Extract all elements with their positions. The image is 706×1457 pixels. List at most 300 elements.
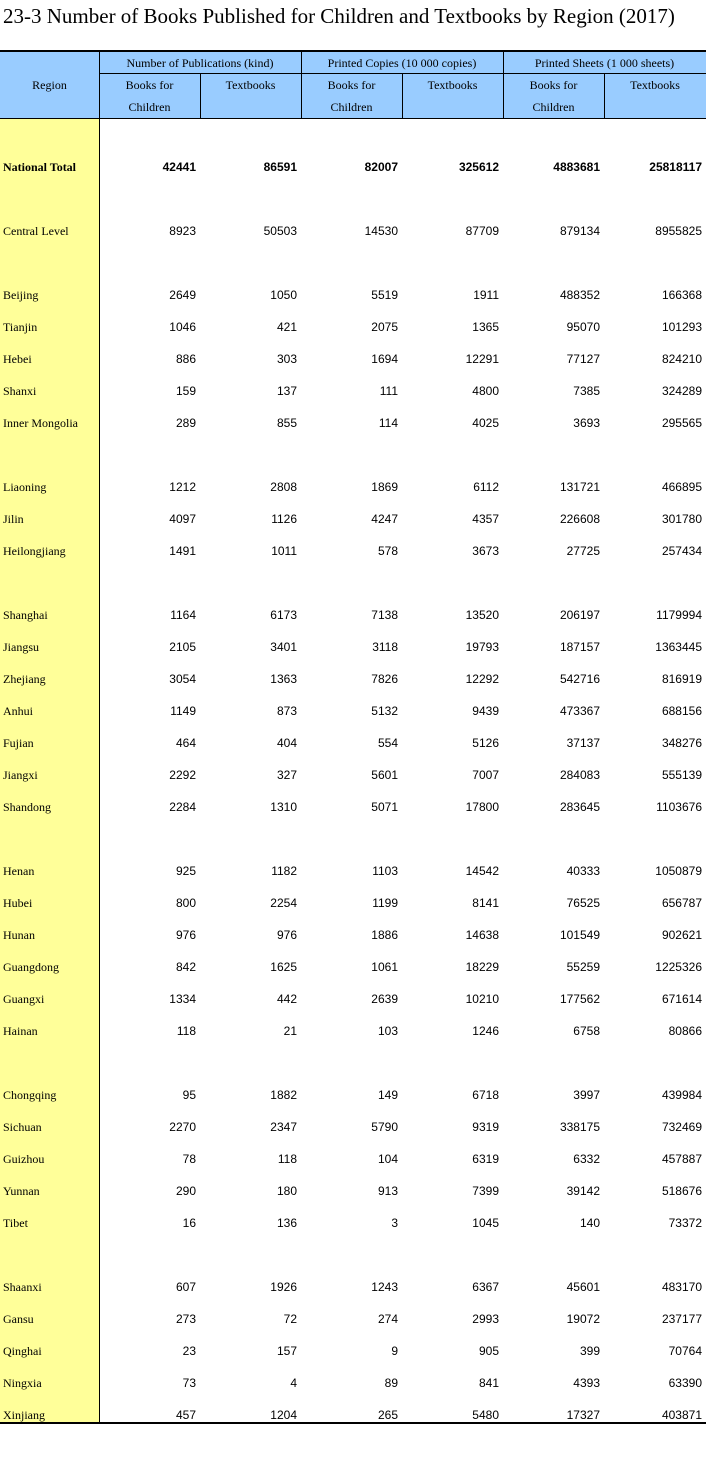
value-cell bbox=[503, 1239, 604, 1271]
table-row bbox=[0, 1335, 706, 1367]
value-cell: 1334 bbox=[169, 992, 196, 1006]
value-cell: 23 bbox=[182, 1344, 196, 1358]
value-cell: 4247 bbox=[371, 512, 398, 526]
value-cell: 45601 bbox=[566, 1280, 600, 1294]
header-divider bbox=[604, 74, 605, 119]
table-row bbox=[0, 951, 706, 983]
value-cell bbox=[301, 247, 402, 279]
value-cell bbox=[604, 183, 706, 215]
value-cell: 5790 bbox=[371, 1120, 398, 1134]
spacer-row bbox=[0, 567, 706, 599]
value-cell: 16 bbox=[182, 1216, 196, 1230]
region-name bbox=[0, 119, 99, 151]
value-cell: 2639 bbox=[371, 992, 398, 1006]
value-cell: 2292 bbox=[169, 768, 196, 782]
region-name: Tibet bbox=[3, 1215, 28, 1230]
value-cell: 671614 bbox=[661, 992, 702, 1006]
value-cell bbox=[301, 183, 402, 215]
value-cell bbox=[301, 119, 402, 151]
value-cell: 873 bbox=[276, 704, 297, 718]
value-cell: 688156 bbox=[661, 704, 702, 718]
value-cell: 1926 bbox=[270, 1280, 297, 1294]
value-cell bbox=[200, 439, 301, 471]
value-cell: 19072 bbox=[566, 1312, 600, 1326]
value-cell bbox=[99, 183, 200, 215]
value-cell: 78 bbox=[182, 1152, 196, 1166]
spacer-row bbox=[0, 1239, 706, 1271]
value-cell: 63390 bbox=[668, 1376, 702, 1390]
value-cell bbox=[503, 823, 604, 855]
region-name: Hunan bbox=[3, 927, 35, 942]
value-cell: 1694 bbox=[371, 352, 398, 366]
value-cell: 9439 bbox=[472, 704, 499, 718]
data-table bbox=[0, 119, 706, 1431]
table-row bbox=[0, 503, 706, 535]
value-cell: 3693 bbox=[573, 416, 600, 430]
value-cell bbox=[503, 567, 604, 599]
value-cell: 4393 bbox=[573, 1376, 600, 1390]
value-cell: 3401 bbox=[270, 640, 297, 654]
value-cell: 7007 bbox=[472, 768, 499, 782]
value-cell bbox=[503, 247, 604, 279]
value-cell: 1365 bbox=[472, 320, 499, 334]
value-cell bbox=[301, 823, 402, 855]
value-cell: 1045 bbox=[472, 1216, 499, 1230]
region-name: Liaoning bbox=[3, 479, 47, 494]
value-cell: 399 bbox=[579, 1344, 600, 1358]
value-cell: 1164 bbox=[170, 608, 196, 622]
table-row bbox=[0, 1367, 706, 1399]
value-cell: 732469 bbox=[661, 1120, 702, 1134]
value-cell bbox=[99, 247, 200, 279]
value-cell: 1363445 bbox=[655, 640, 702, 654]
region-name: Qinghai bbox=[3, 1343, 42, 1358]
top-rule bbox=[0, 50, 706, 52]
value-cell: 137 bbox=[276, 384, 297, 398]
value-cell: 283645 bbox=[559, 800, 600, 814]
table-row bbox=[0, 1207, 706, 1239]
value-cell bbox=[402, 183, 503, 215]
value-cell: 5601 bbox=[371, 768, 398, 782]
table-row bbox=[0, 1015, 706, 1047]
value-cell: 237177 bbox=[661, 1312, 702, 1326]
header-textbooks-publications: Textbooks bbox=[225, 78, 276, 92]
header-divider bbox=[503, 51, 504, 119]
spacer-row bbox=[0, 1047, 706, 1079]
header-children-line2: Children bbox=[532, 100, 575, 114]
value-cell: 13520 bbox=[465, 608, 499, 622]
value-cell: 976 bbox=[175, 928, 196, 942]
value-cell bbox=[503, 1047, 604, 1079]
table-body bbox=[0, 119, 706, 1431]
table-row bbox=[0, 343, 706, 375]
value-cell: 159 bbox=[175, 384, 196, 398]
value-cell: 464 bbox=[175, 736, 196, 750]
value-cell bbox=[604, 247, 706, 279]
value-cell: 8141 bbox=[472, 896, 499, 910]
value-cell bbox=[200, 183, 301, 215]
value-cell: 226608 bbox=[559, 512, 600, 526]
value-cell: 1103 bbox=[372, 864, 398, 878]
region-name bbox=[0, 1239, 99, 1271]
header-children-line1: Books for bbox=[125, 78, 174, 92]
value-cell: 1046 bbox=[169, 320, 196, 334]
value-cell: 2649 bbox=[169, 288, 196, 302]
value-cell: 82007 bbox=[364, 160, 398, 174]
value-cell: 457 bbox=[175, 1408, 196, 1422]
value-cell: 111 bbox=[379, 384, 398, 398]
value-cell: 118 bbox=[277, 1152, 297, 1166]
value-cell: 42441 bbox=[162, 160, 196, 174]
value-cell: 25818117 bbox=[649, 160, 702, 174]
value-cell: 7399 bbox=[472, 1184, 499, 1198]
value-cell bbox=[200, 247, 301, 279]
value-cell: 488352 bbox=[559, 288, 600, 302]
value-cell: 348276 bbox=[661, 736, 702, 750]
value-cell: 5519 bbox=[371, 288, 398, 302]
value-cell: 73 bbox=[182, 1376, 196, 1390]
value-cell bbox=[503, 183, 604, 215]
value-cell: 1126 bbox=[271, 512, 297, 526]
value-cell: 80866 bbox=[668, 1024, 702, 1038]
value-cell bbox=[604, 119, 706, 151]
value-cell: 578 bbox=[377, 544, 398, 558]
value-cell: 800 bbox=[175, 896, 196, 910]
spacer-row bbox=[0, 439, 706, 471]
value-cell: 2105 bbox=[169, 640, 196, 654]
table-row bbox=[0, 759, 706, 791]
value-cell: 101293 bbox=[661, 320, 702, 334]
value-cell: 5126 bbox=[472, 736, 499, 750]
value-cell: 7138 bbox=[371, 608, 398, 622]
value-cell: 73372 bbox=[668, 1216, 702, 1230]
region-name: Sichuan bbox=[3, 1119, 42, 1134]
value-cell: 555139 bbox=[661, 768, 702, 782]
value-cell: 166368 bbox=[661, 288, 702, 302]
value-cell: 89 bbox=[384, 1376, 398, 1390]
header-children-line1: Books for bbox=[529, 78, 578, 92]
value-cell: 841 bbox=[478, 1376, 499, 1390]
value-cell: 6173 bbox=[270, 608, 297, 622]
value-cell: 104 bbox=[377, 1152, 398, 1166]
value-cell: 9319 bbox=[472, 1120, 499, 1134]
value-cell: 5132 bbox=[371, 704, 398, 718]
value-cell bbox=[200, 1047, 301, 1079]
value-cell: 1199 bbox=[372, 896, 398, 910]
region-name: Central Level bbox=[3, 223, 69, 238]
value-cell: 18229 bbox=[465, 960, 499, 974]
header-children-line2: Children bbox=[128, 100, 171, 114]
value-cell bbox=[301, 567, 402, 599]
value-cell: 101549 bbox=[559, 928, 600, 942]
value-cell: 2254 bbox=[270, 896, 297, 910]
value-cell: 1911 bbox=[473, 288, 499, 302]
value-cell: 1625 bbox=[270, 960, 297, 974]
header-region: Region bbox=[32, 78, 67, 92]
table-row bbox=[0, 631, 706, 663]
region-name bbox=[0, 1047, 99, 1079]
table-row bbox=[0, 215, 706, 247]
value-cell bbox=[402, 439, 503, 471]
region-name: Guizhou bbox=[3, 1151, 45, 1166]
table-row bbox=[0, 919, 706, 951]
value-cell: 338175 bbox=[559, 1120, 600, 1134]
value-cell: 1886 bbox=[371, 928, 398, 942]
value-cell: 140 bbox=[579, 1216, 600, 1230]
region-name: Henan bbox=[3, 863, 35, 878]
region-name bbox=[0, 823, 99, 855]
value-cell: 14638 bbox=[465, 928, 499, 942]
value-cell: 6367 bbox=[472, 1280, 499, 1294]
value-cell: 289 bbox=[175, 416, 196, 430]
value-cell: 3054 bbox=[169, 672, 196, 686]
value-cell: 177562 bbox=[559, 992, 600, 1006]
value-cell: 40333 bbox=[566, 864, 600, 878]
value-cell: 103 bbox=[377, 1024, 398, 1038]
value-cell: 1212 bbox=[169, 480, 196, 494]
value-cell: 6332 bbox=[573, 1152, 600, 1166]
value-cell: 2993 bbox=[472, 1312, 499, 1326]
table-row bbox=[0, 375, 706, 407]
table-row bbox=[0, 1303, 706, 1335]
value-cell: 118 bbox=[176, 1024, 196, 1038]
value-cell: 886 bbox=[175, 352, 196, 366]
value-cell: 136 bbox=[276, 1216, 297, 1230]
value-cell: 206197 bbox=[559, 608, 600, 622]
value-cell bbox=[200, 119, 301, 151]
value-cell: 913 bbox=[377, 1184, 398, 1198]
header-divider bbox=[200, 74, 201, 119]
table-row bbox=[0, 695, 706, 727]
region-name: Anhui bbox=[3, 703, 33, 718]
value-cell: 157 bbox=[276, 1344, 297, 1358]
value-cell: 6112 bbox=[473, 480, 499, 494]
spacer-row bbox=[0, 823, 706, 855]
region-name: Shaanxi bbox=[3, 1279, 42, 1294]
value-cell: 324289 bbox=[661, 384, 702, 398]
value-cell: 976 bbox=[276, 928, 297, 942]
value-cell: 518676 bbox=[661, 1184, 702, 1198]
table-title: 23-3 Number of Books Published for Children and Textbooks by Region (2017) bbox=[3, 4, 675, 28]
value-cell bbox=[200, 1239, 301, 1271]
value-cell: 87709 bbox=[465, 224, 499, 238]
region-name: Hainan bbox=[3, 1023, 38, 1038]
table-row bbox=[0, 791, 706, 823]
value-cell: 842 bbox=[175, 960, 196, 974]
value-cell: 1050 bbox=[270, 288, 297, 302]
value-cell: 10210 bbox=[465, 992, 499, 1006]
value-cell: 2347 bbox=[270, 1120, 297, 1134]
value-cell: 1182 bbox=[271, 864, 297, 878]
value-cell: 21 bbox=[283, 1024, 297, 1038]
value-cell: 1363 bbox=[270, 672, 297, 686]
value-cell: 1869 bbox=[371, 480, 398, 494]
header-children-line1: Books for bbox=[327, 78, 376, 92]
value-cell: 1149 bbox=[170, 704, 196, 718]
value-cell bbox=[301, 1239, 402, 1271]
value-cell bbox=[402, 1239, 503, 1271]
value-cell: 149 bbox=[377, 1088, 398, 1102]
value-cell: 265 bbox=[377, 1408, 398, 1422]
header-children-sheets bbox=[503, 74, 604, 118]
value-cell: 5480 bbox=[472, 1408, 499, 1422]
spacer-row bbox=[0, 183, 706, 215]
region-name bbox=[0, 439, 99, 471]
value-cell: 7826 bbox=[371, 672, 398, 686]
value-cell: 2270 bbox=[169, 1120, 196, 1134]
value-cell: 72 bbox=[283, 1312, 297, 1326]
header-children-publications bbox=[99, 74, 200, 118]
region-name: Shandong bbox=[3, 799, 51, 814]
value-cell: 86591 bbox=[263, 160, 297, 174]
value-cell: 9 bbox=[391, 1344, 398, 1358]
header-children-copies bbox=[301, 74, 402, 118]
value-cell: 1310 bbox=[270, 800, 297, 814]
value-cell: 19793 bbox=[465, 640, 499, 654]
table-row bbox=[0, 887, 706, 919]
value-cell bbox=[402, 247, 503, 279]
header-children-line2: Children bbox=[330, 100, 373, 114]
value-cell: 905 bbox=[478, 1344, 499, 1358]
value-cell bbox=[402, 1047, 503, 1079]
value-cell bbox=[99, 567, 200, 599]
value-cell: 180 bbox=[276, 1184, 297, 1198]
value-cell: 403871 bbox=[661, 1408, 702, 1422]
region-name: Beijing bbox=[3, 287, 39, 302]
value-cell: 607 bbox=[175, 1280, 196, 1294]
value-cell: 325612 bbox=[458, 160, 499, 174]
value-cell: 284083 bbox=[559, 768, 600, 782]
region-name: Guangdong bbox=[3, 959, 59, 974]
value-cell: 4097 bbox=[169, 512, 196, 526]
table-row bbox=[0, 727, 706, 759]
region-name: Jilin bbox=[3, 511, 24, 526]
value-cell: 8955825 bbox=[655, 224, 702, 238]
table-row bbox=[0, 663, 706, 695]
value-cell bbox=[402, 823, 503, 855]
spacer-row bbox=[0, 119, 706, 151]
value-cell: 95070 bbox=[566, 320, 600, 334]
value-cell: 257434 bbox=[661, 544, 702, 558]
region-name: National Total bbox=[3, 159, 77, 174]
region-name: Hebei bbox=[3, 351, 32, 366]
table-row bbox=[0, 983, 706, 1015]
region-name: Shanxi bbox=[3, 383, 37, 398]
header-divider bbox=[301, 51, 302, 119]
value-cell bbox=[503, 439, 604, 471]
header-group-sheets: Printed Sheets (1 000 sheets) bbox=[534, 56, 675, 70]
value-cell: 295565 bbox=[661, 416, 702, 430]
value-cell: 27725 bbox=[566, 544, 600, 558]
value-cell: 1491 bbox=[169, 544, 196, 558]
region-name: Ningxia bbox=[3, 1375, 42, 1390]
value-cell: 6758 bbox=[573, 1024, 600, 1038]
header-textbooks-sheets: Textbooks bbox=[630, 78, 680, 92]
table-row bbox=[0, 599, 706, 631]
region-name: Jiangsu bbox=[3, 639, 39, 654]
value-cell: 3997 bbox=[573, 1088, 600, 1102]
header-textbooks-copies: Textbooks bbox=[427, 78, 478, 92]
value-cell: 442 bbox=[276, 992, 297, 1006]
header-group-copies: Printed Copies (10 000 copies) bbox=[327, 56, 477, 70]
value-cell: 1204 bbox=[270, 1408, 297, 1422]
region-name: Heilongjiang bbox=[3, 543, 66, 558]
region-name: Chongqing bbox=[3, 1087, 57, 1102]
table-row bbox=[0, 1175, 706, 1207]
value-cell: 14542 bbox=[465, 864, 499, 878]
value-cell: 95 bbox=[182, 1088, 196, 1102]
value-cell: 554 bbox=[377, 736, 398, 750]
table-row bbox=[0, 407, 706, 439]
value-cell: 55259 bbox=[566, 960, 600, 974]
value-cell: 12291 bbox=[465, 352, 499, 366]
value-cell bbox=[99, 1047, 200, 1079]
table-row bbox=[0, 535, 706, 567]
value-cell: 3 bbox=[391, 1216, 398, 1230]
value-cell: 4800 bbox=[472, 384, 499, 398]
value-cell: 50503 bbox=[263, 224, 297, 238]
value-cell: 301780 bbox=[661, 512, 702, 526]
table-row bbox=[0, 1143, 706, 1175]
region-name: Fujian bbox=[3, 735, 34, 750]
value-cell: 816919 bbox=[661, 672, 702, 686]
region-name: Guangxi bbox=[3, 991, 45, 1006]
value-cell: 4357 bbox=[472, 512, 499, 526]
value-cell: 70764 bbox=[668, 1344, 702, 1358]
value-cell: 879134 bbox=[559, 224, 600, 238]
value-cell: 2808 bbox=[270, 480, 297, 494]
table-row bbox=[0, 1079, 706, 1111]
value-cell: 1246 bbox=[472, 1024, 499, 1038]
value-cell bbox=[604, 823, 706, 855]
value-cell: 1243 bbox=[371, 1280, 398, 1294]
region-name bbox=[0, 183, 99, 215]
value-cell: 7385 bbox=[573, 384, 600, 398]
region-name: Jiangxi bbox=[3, 767, 38, 782]
region-name: Inner Mongolia bbox=[3, 415, 78, 430]
region-name bbox=[0, 247, 99, 279]
value-cell: 327 bbox=[276, 768, 297, 782]
value-cell: 855 bbox=[276, 416, 297, 430]
value-cell: 12292 bbox=[465, 672, 499, 686]
value-cell: 114 bbox=[378, 416, 398, 430]
region-name: Tianjin bbox=[3, 319, 38, 334]
value-cell: 303 bbox=[276, 352, 297, 366]
value-cell: 902621 bbox=[661, 928, 702, 942]
value-cell bbox=[301, 1047, 402, 1079]
value-cell: 421 bbox=[276, 320, 297, 334]
value-cell: 466895 bbox=[661, 480, 702, 494]
value-cell: 1179994 bbox=[656, 608, 702, 622]
table-row bbox=[0, 855, 706, 887]
table-row bbox=[0, 471, 706, 503]
value-cell bbox=[402, 567, 503, 599]
value-cell bbox=[200, 823, 301, 855]
value-cell bbox=[402, 119, 503, 151]
region-name bbox=[0, 567, 99, 599]
value-cell: 39142 bbox=[566, 1184, 600, 1198]
value-cell: 6718 bbox=[472, 1088, 499, 1102]
value-cell: 473367 bbox=[559, 704, 600, 718]
table-row bbox=[0, 1271, 706, 1303]
region-name: Hubei bbox=[3, 895, 33, 910]
region-name: Gansu bbox=[3, 1311, 34, 1326]
value-cell bbox=[99, 1239, 200, 1271]
value-cell: 3118 bbox=[372, 640, 398, 654]
value-cell: 8923 bbox=[169, 224, 196, 238]
value-cell: 1882 bbox=[270, 1088, 297, 1102]
value-cell: 542716 bbox=[559, 672, 600, 686]
